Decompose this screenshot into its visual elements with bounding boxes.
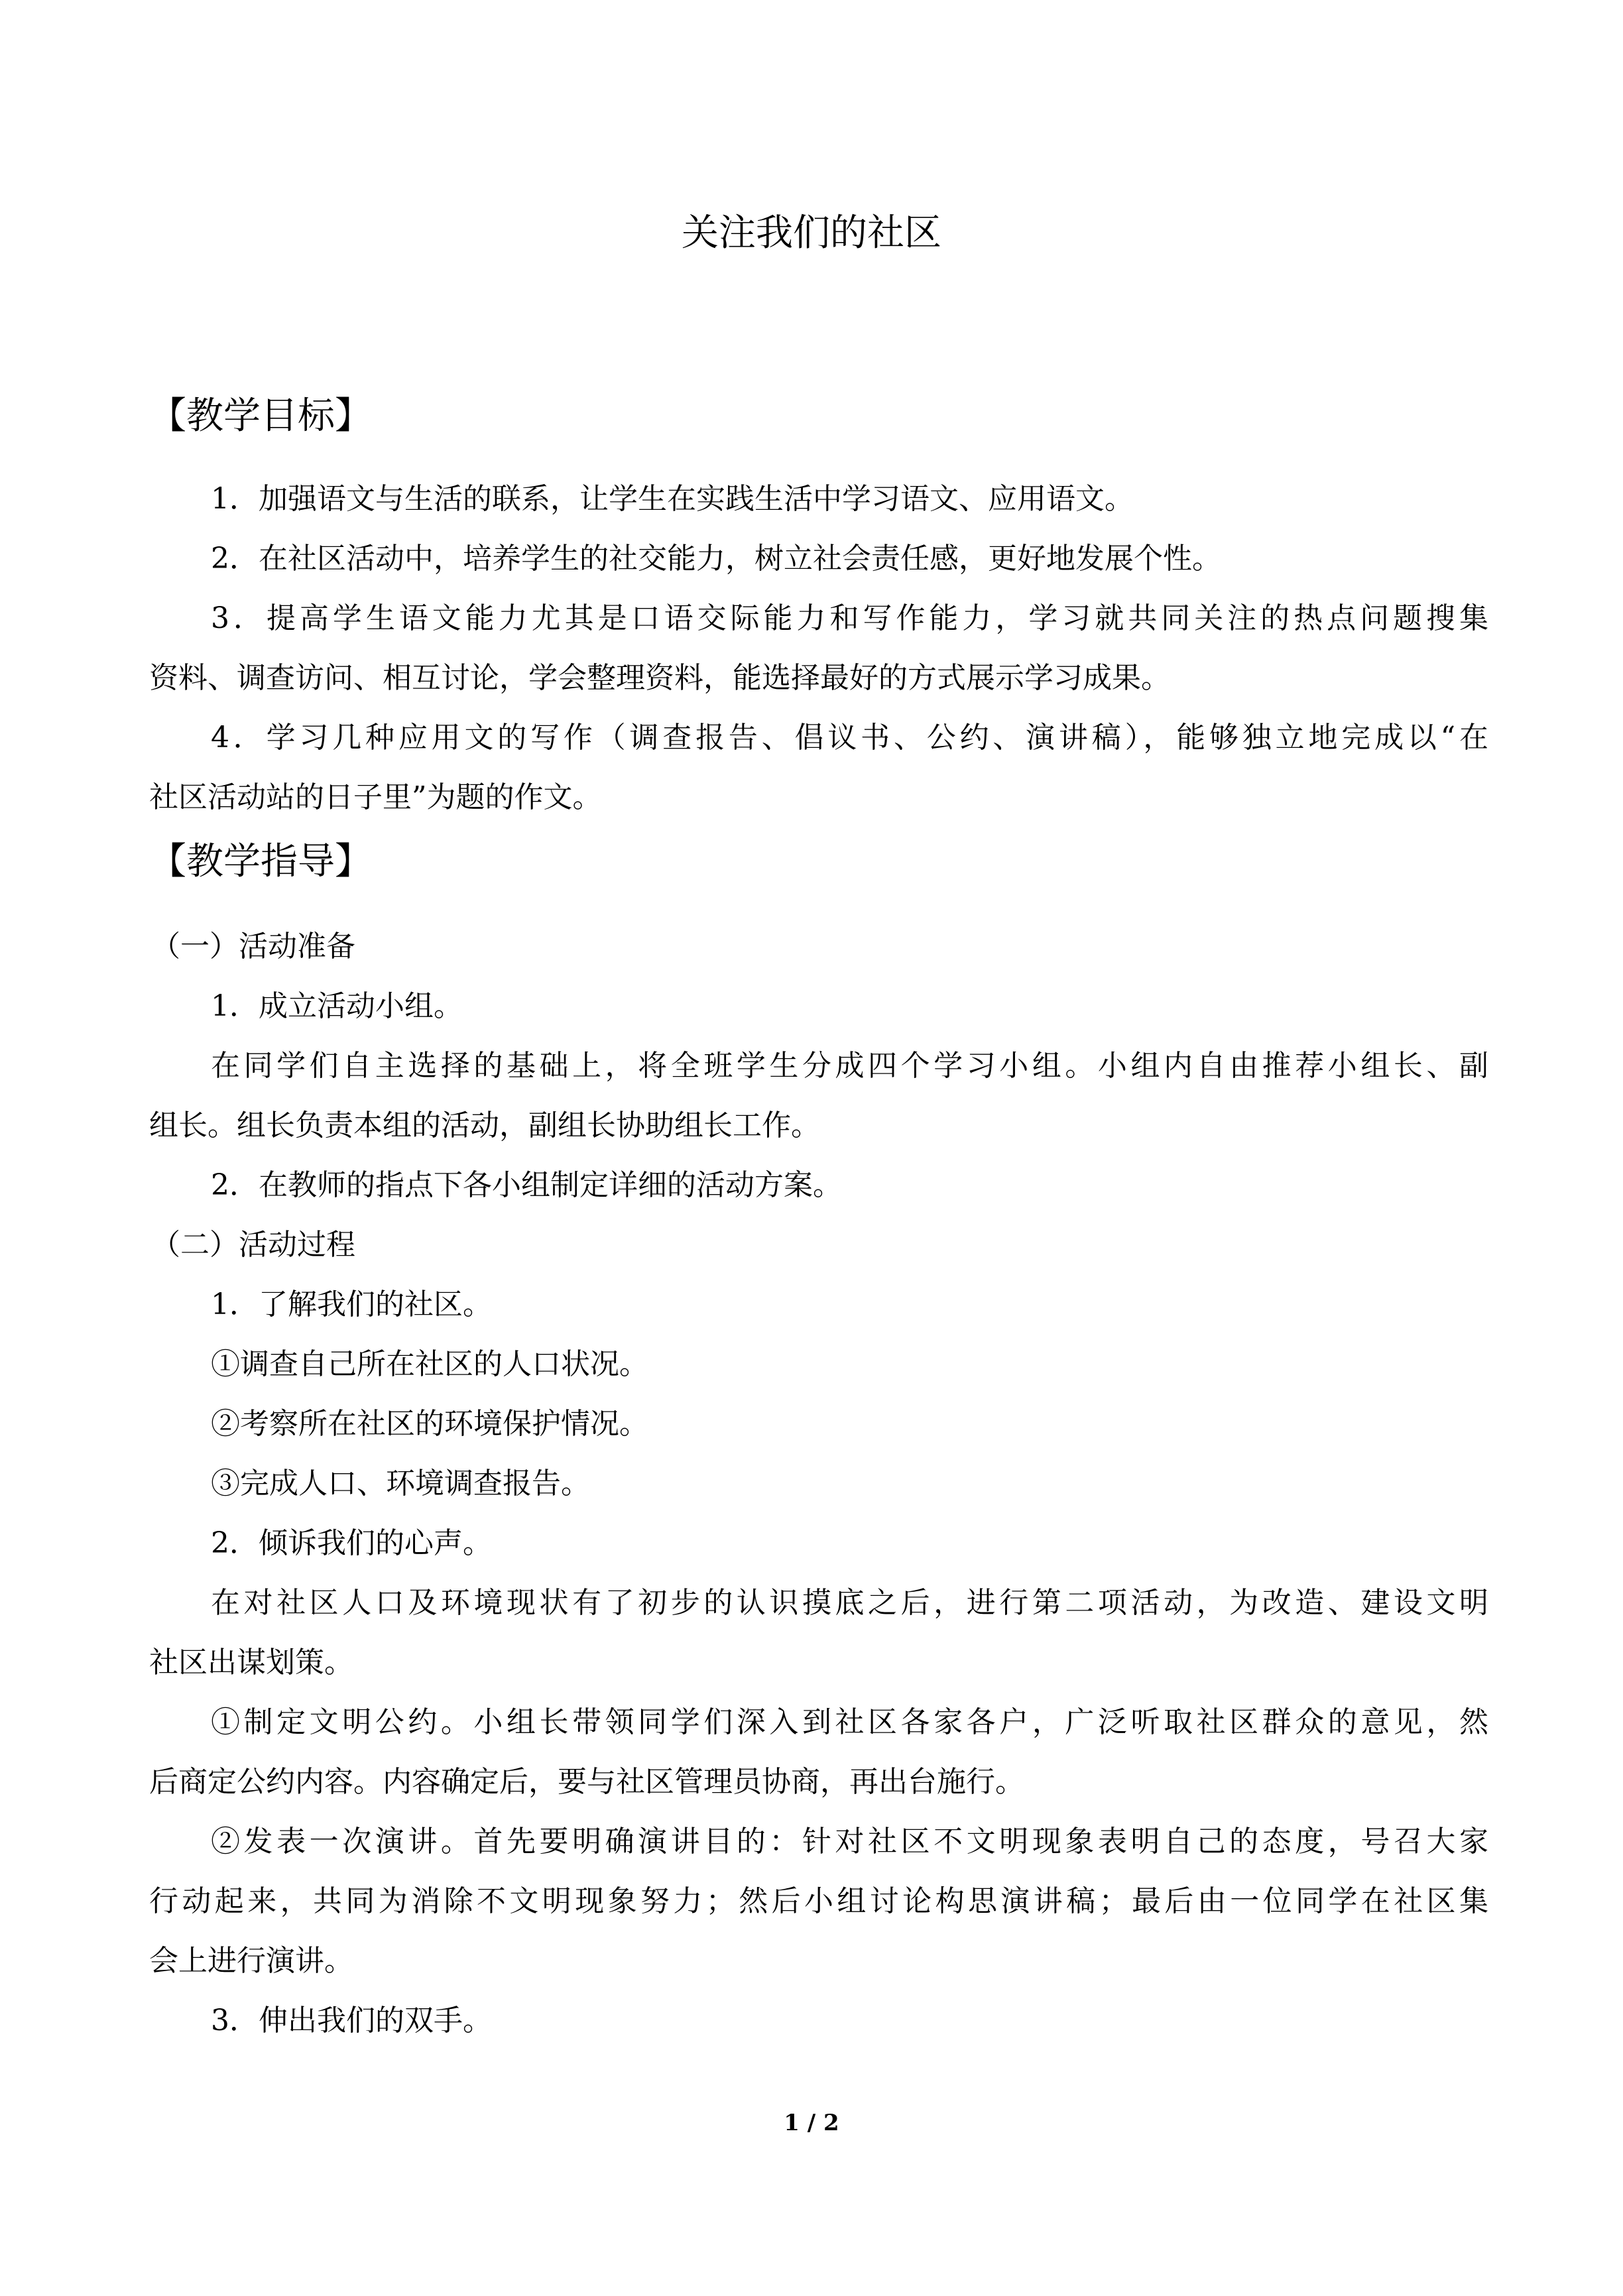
objective-item-4-line-2: 社区活动站的日子里”为题的作文。 [149, 780, 602, 814]
objective-item-2: 2．在社区活动中，培养学生的社交能力，树立社会责任感，更好地发展个性。 [211, 542, 1221, 575]
page-number: 1 / 2 [784, 2110, 839, 2136]
process-step-2: 2．倾诉我们的心声。 [211, 1526, 492, 1560]
process-step-1: 1．了解我们的社区。 [211, 1288, 492, 1321]
process-step-2-text-line-2: 社区出谋划策。 [149, 1646, 353, 1679]
process-step-2-b-line-2: 行动起来，共同为消除不文明现象努力；然后小组讨论构思演讲稿；最后由一位同学在社区集 [149, 1884, 1488, 1918]
process-subheading: （二）活动过程 [151, 1228, 355, 1262]
process-step-2-a-line-2: 后商定公约内容。内容确定后，要与社区管理员协商，再出台施行。 [149, 1765, 1024, 1799]
objective-item-1: 1．加强语文与生活的联系，让学生在实践生活中学习语文、应用语文。 [211, 482, 1134, 516]
process-step-2-text-line-1: 在对社区人口及环境现状有了初步的认识摸底之后，进行第二项活动，为改造、建设文明 [211, 1586, 1488, 1620]
prep-step-2: 2．在教师的指点下各小组制定详细的活动方案。 [211, 1168, 842, 1202]
process-step-2-b-line-3: 会上进行演讲。 [149, 1944, 353, 1978]
prep-step-1-text-line-2: 组长。组长负责本组的活动，副组长协助组长工作。 [149, 1109, 820, 1142]
prep-step-1: 1．成立活动小组。 [211, 989, 463, 1023]
objective-item-4-line-1: 4．学习几种应用文的写作（调查报告、倡议书、公约、演讲稿），能够独立地完成以“在 [211, 721, 1488, 755]
process-step-1-a: ①调查自己所在社区的人口状况。 [211, 1347, 648, 1381]
objective-item-3-line-1: 3．提高学生语文能力尤其是口语交际能力和写作能力，学习就共同关注的热点问题搜集 [211, 601, 1488, 635]
prep-step-1-text-line-1: 在同学们自主选择的基础上，将全班学生分成四个学习小组。小组内自由推荐小组长、副 [211, 1049, 1488, 1083]
prep-subheading: （一）活动准备 [151, 930, 355, 963]
process-step-2-b-line-1: ②发表一次演讲。首先要明确演讲目的：针对社区不文明现象表明自己的态度，号召大家 [211, 1825, 1488, 1858]
process-step-1-b: ②考察所在社区的环境保护情况。 [211, 1407, 648, 1441]
process-step-2-a-line-1: ①制定文明公约。小组长带领同学们深入到社区各家各户，广泛听取社区群众的意见，然 [211, 1705, 1488, 1739]
process-step-3: 3．伸出我们的双手。 [211, 2004, 492, 2037]
process-step-1-c: ③完成人口、环境调查报告。 [211, 1467, 590, 1500]
objective-item-3-line-2: 资料、调查访问、相互讨论，学会整理资料，能选择最好的方式展示学习成果。 [149, 661, 1170, 695]
guidance-heading: 【教学指导】 [149, 840, 372, 883]
page-title: 关注我们的社区 [682, 211, 941, 255]
objectives-heading: 【教学目标】 [149, 394, 372, 438]
